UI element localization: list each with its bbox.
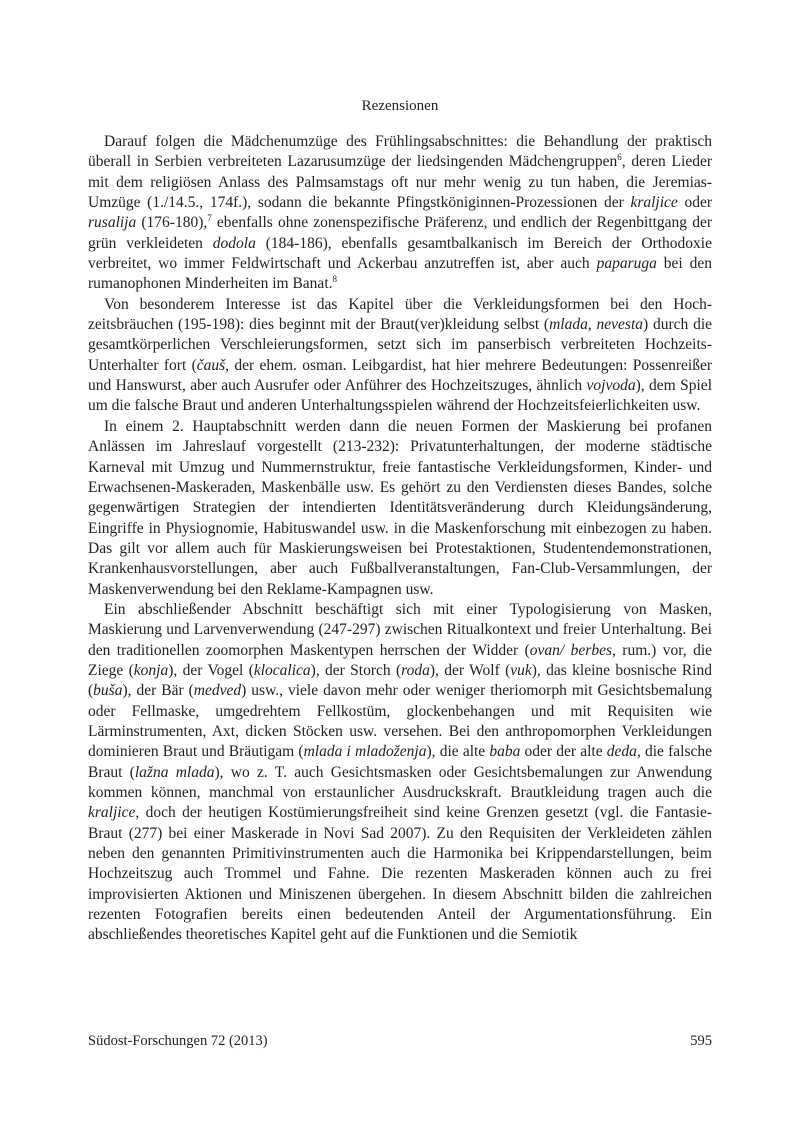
text-run: ), der Wolf ( [429,661,511,679]
italic-term: čauš [196,356,226,374]
italic-term: mlada [549,316,588,334]
footnote-ref: 7 [207,213,212,224]
document-page [88,0,712,1129]
text-run: ) durch die gesamtkörperlichen Verschleierungsformen, setzt sich im panserbisch verbreiteten Hochzeits-Unterhalter fort ( [88,316,713,374]
journal-citation: Südost-Forschungen 72 (2013) [88,1033,268,1049]
italic-term: vojvoda [586,377,636,395]
italic-term: kraljice [630,194,678,212]
text-run: oder [677,194,712,212]
text-run: ), der Bär ( [122,682,194,700]
paragraph-3 [88,417,712,600]
italic-term: dodola [212,234,256,252]
italic-term: baba [489,743,521,761]
italic-term: medved [193,682,242,700]
paragraph-1 [88,132,712,295]
italic-term: klocalica [253,661,311,679]
text-run: Ein abschließender Abschnitt beschäftigt sich mit einer Typologisierung von Masken, Maskierung und Larvenverwendung (247-297) zwischen Ritualkontext und freier Unterhaltung. Bei den traditionellen zoomorphen Maskentypen herrschen der Widder ( [88,600,712,659]
text-run: , [587,316,597,334]
italic-term: vuk [510,661,532,679]
paragraph-2 [88,295,712,417]
text-run: ), dem Spiel um die falsche Braut und anderen Unterhaltungsspielen während der Hochzeitsfeierlichkeiten usw. [88,377,712,415]
italic-term: lažna mlada [134,763,215,781]
text-run: In einem 2. Hauptabschnitt werden dann die neuen Formen der Maskierung bei profanen Anlässen im Jahreslauf vorgestellt (213-232): Privatunterhaltungen, der moderne städtische Karneval mit Umzug und Nummernstruktur, freie fantastische Verkleidungsformen, Kinder- und Erwachsenen-Maskeraden, Maskenbälle usw. Es gehört zu den Verdiensten dieses Bandes, solche gegenwärtigen Strategien der intendierten Identitätsveränderung durch Kleidungsänderung, Eingriffe in Physiognomie, Habituswandel usw. in die Maskenforschung mit einbezogen zu haben. Das gilt vor allem auch für Maskierungsweisen bei Protestaktionen, Studentendemonstrationen, Krankenhausvorstellungen, aber auch Fußballveranstaltungen, Fan-Club-Versammlungen, der Maskenverwendung bei den Reklame-Kampagnen usw. [88,417,712,598]
italic-term: mlada i mladoženja [303,743,427,761]
footnote-ref: 8 [332,274,337,285]
italic-term: roda [401,661,430,679]
running-head: Rezensionen [361,98,439,114]
italic-term: buša [93,682,123,700]
text-run: Darauf folgen die Mädchenumzüge des Frühlingsabschnittes: die Behandlung der praktisch überall in Serbien verbreiteten Lazarusumzüge der liedsingenden Mädchengruppen [88,133,712,171]
text-run: ), der Vogel ( [168,661,254,679]
text-run: ebenfalls ohne zonenspezifische Präferenz, und endlich der Regenbittgang der grün verkleideten [88,214,712,252]
text-run: (176-180), [136,214,208,232]
text-run: , der ehem. osman. Leibgardist, hat hier mehrere Bedeutungen: Possenreißer und Hanswurst, aber auch Ausrufer oder Anführer des Hochzeitszuges, ähnlich [88,356,712,395]
text-run: , deren Lieder mit dem religiösen Anlass des Palmsamstags oft nur mehr wenig zu tun haben, die Jeremias-Umzüge (1./14.5., 174f.), sodann die bekannte Pfingstköniginnen-Prozessionen der [88,153,712,212]
italic-term: deda [606,743,637,761]
text-run: , rum.) vor, die Ziege ( [88,641,713,679]
italic-term: nevesta [596,316,644,334]
text-run: ) usw., viele davon mehr oder weniger theriomorph mit Gesichtsbemalung oder Fellmaske, umgedrehtem Fellkostüm, glockenbehangen und mit Requisiten wie Lärminstrumenten, Axt, dicken Stöcken usw. versehen. Bei den anthropomorphen Verkleidungen dominieren Braut und Bräutigam ( [88,682,712,761]
page-number: 595 [690,1033,712,1049]
text-run: (184-186), ebenfalls gesamtbalkanisch im Bereich der Orthodoxie verbreitet, wo immer Feldwirtschaft und Ackerbau anzutreffen ist, aber auch [88,234,712,273]
italic-term: ovan/ berbes [529,641,612,659]
paragraph-4 [88,600,712,946]
text-run: , doch der heutigen Kostümierungsfreiheit sind keine Grenzen gesetzt (vgl. die Fantasie-Braut (277) bei einer Maskerade in Novi Sad 2007). Zu den Requisiten der Verkleideten zählen neben den genannten Primitivinstrumenten auch die Harmonika bei Krippendarstellungen, beim Hochzeitszug auch Trommel und Fahne. Die rezenten Maskeraden können auch zu frei improvisierten Aktionen und Miniszenen übergehen. In diesem Abschnitt bilden die zahlreichen rezenten Fotografien bereits einen bedeutenden Anteil der Argumentationsführung. Ein abschließendes theoretisches Kapitel geht auf die Funktionen und die Semiotik [88,804,712,944]
review-body [88,132,712,946]
italic-term: paparuga [596,255,657,273]
text-run: ), die alte [426,743,490,761]
italic-term: rusalija [88,214,137,232]
text-run: , die falsche Braut ( [88,743,712,781]
text-run: ), der Storch ( [310,661,402,679]
text-run: ), das kleine bosnische Rind ( [88,661,712,700]
text-run: Von besonderem Interesse ist das Kapitel über die Verkleidungsformen bei den Hochzeitsbräuchen (195-198): dies beginnt mit der Braut(ver)kleidung selbst ( [88,295,712,334]
footnote-ref: 6 [617,152,622,163]
text-run: bei den rumanophonen Minderheiten im Banat. [88,255,712,293]
text-run: ), wo z. T. auch Gesichtsmasken oder Gesichtsbemalungen zur Anwendung kommen können, manchmal von erstaunlicher Ausdruckskraft. Brautkleidung tragen auch die [88,763,712,801]
italic-term: konja [133,661,169,679]
text-run: oder der alte [520,743,607,761]
italic-term: kraljice [88,804,136,822]
